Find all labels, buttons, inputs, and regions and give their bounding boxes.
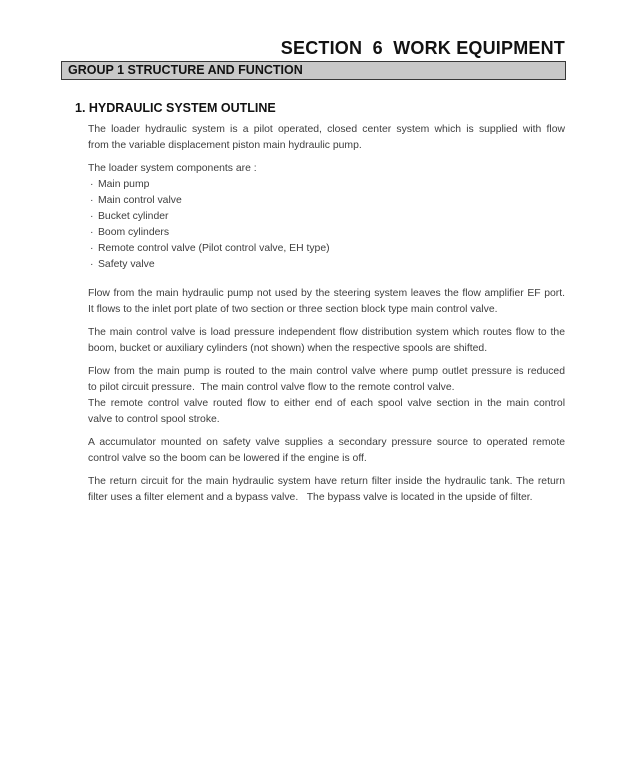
bullet-dot: · <box>90 195 94 206</box>
paragraph-line: The return circuit for the main hydraulic system have return filter inside the hydraulic tank. The return <box>88 476 565 487</box>
paragraph-line: The loader hydraulic system is a pilot operated, closed center system which is supplied with flow <box>88 124 565 135</box>
list-item-text: Bucket cylinder <box>98 211 169 222</box>
content-blocks <box>75 122 565 506</box>
bullet-dot: · <box>90 211 94 222</box>
list-item-text: Remote control valve (Pilot control valve, EH type) <box>98 243 330 254</box>
components-list-intro: The loader system components are : <box>88 163 257 174</box>
list-item-text: Main control valve <box>98 195 182 206</box>
list-item <box>88 177 565 193</box>
document-body <box>75 101 565 513</box>
paragraph-line: A accumulator mounted on safety valve supplies a secondary pressure source to operated remote <box>88 437 565 448</box>
list-item <box>88 193 565 209</box>
paragraph-line: control valve so the boom can be lowered if the engine is off. <box>88 453 367 464</box>
list-item-text: Boom cylinders <box>98 227 170 238</box>
components-list <box>88 161 565 273</box>
paragraph-line: from the variable displacement piston main hydraulic pump. <box>88 140 362 151</box>
paragraph <box>88 435 565 467</box>
list-item <box>88 257 565 273</box>
group-header-bar <box>61 61 566 80</box>
bullet-dot: · <box>90 243 94 254</box>
bullet-dot: · <box>90 179 94 190</box>
list-item <box>88 225 565 241</box>
list-item <box>88 209 565 225</box>
paragraph <box>88 325 565 357</box>
bullet-dot: · <box>90 227 94 238</box>
outline-heading: 1. HYDRAULIC SYSTEM OUTLINE <box>75 101 276 115</box>
list-item-text: Safety valve <box>98 259 155 270</box>
paragraph-line: The remote control valve routed flow to either end of each spool valve section in the main control <box>88 398 565 409</box>
list-item <box>88 241 565 257</box>
paragraph-line: Flow from the main hydraulic pump not used by the steering system leaves the flow amplifier EF port. <box>88 288 565 299</box>
paragraph <box>88 122 565 154</box>
paragraph-line: filter uses a filter element and a bypass valve. The bypass valve is located in the upside of filter. <box>88 492 533 503</box>
paragraph-line: to pilot circuit pressure. The main control valve flow to the remote control valve. <box>88 382 455 393</box>
paragraph <box>88 286 565 318</box>
paragraph <box>88 364 565 428</box>
paragraph-line: Flow from the main pump is routed to the main control valve where pump outlet pressure is reduced <box>88 366 565 377</box>
section-title: SECTION 6 WORK EQUIPMENT <box>280 38 565 58</box>
group-header-label: GROUP 1 STRUCTURE AND FUNCTION <box>68 63 303 77</box>
paragraph-line: boom, bucket or auxiliary cylinders (not shown) when the respective spools are shifted. <box>88 343 488 354</box>
paragraph <box>88 474 565 506</box>
bullet-dot: · <box>90 259 94 270</box>
paragraph-line: It flows to the inlet port plate of two section or three section block type main control valve. <box>88 304 498 315</box>
list-item-text: Main pump <box>98 179 150 190</box>
paragraph-line: The main control valve is load pressure independent flow distribution system which routes flow to the <box>88 327 565 338</box>
paragraph-line: valve to control spool stroke. <box>88 414 220 425</box>
